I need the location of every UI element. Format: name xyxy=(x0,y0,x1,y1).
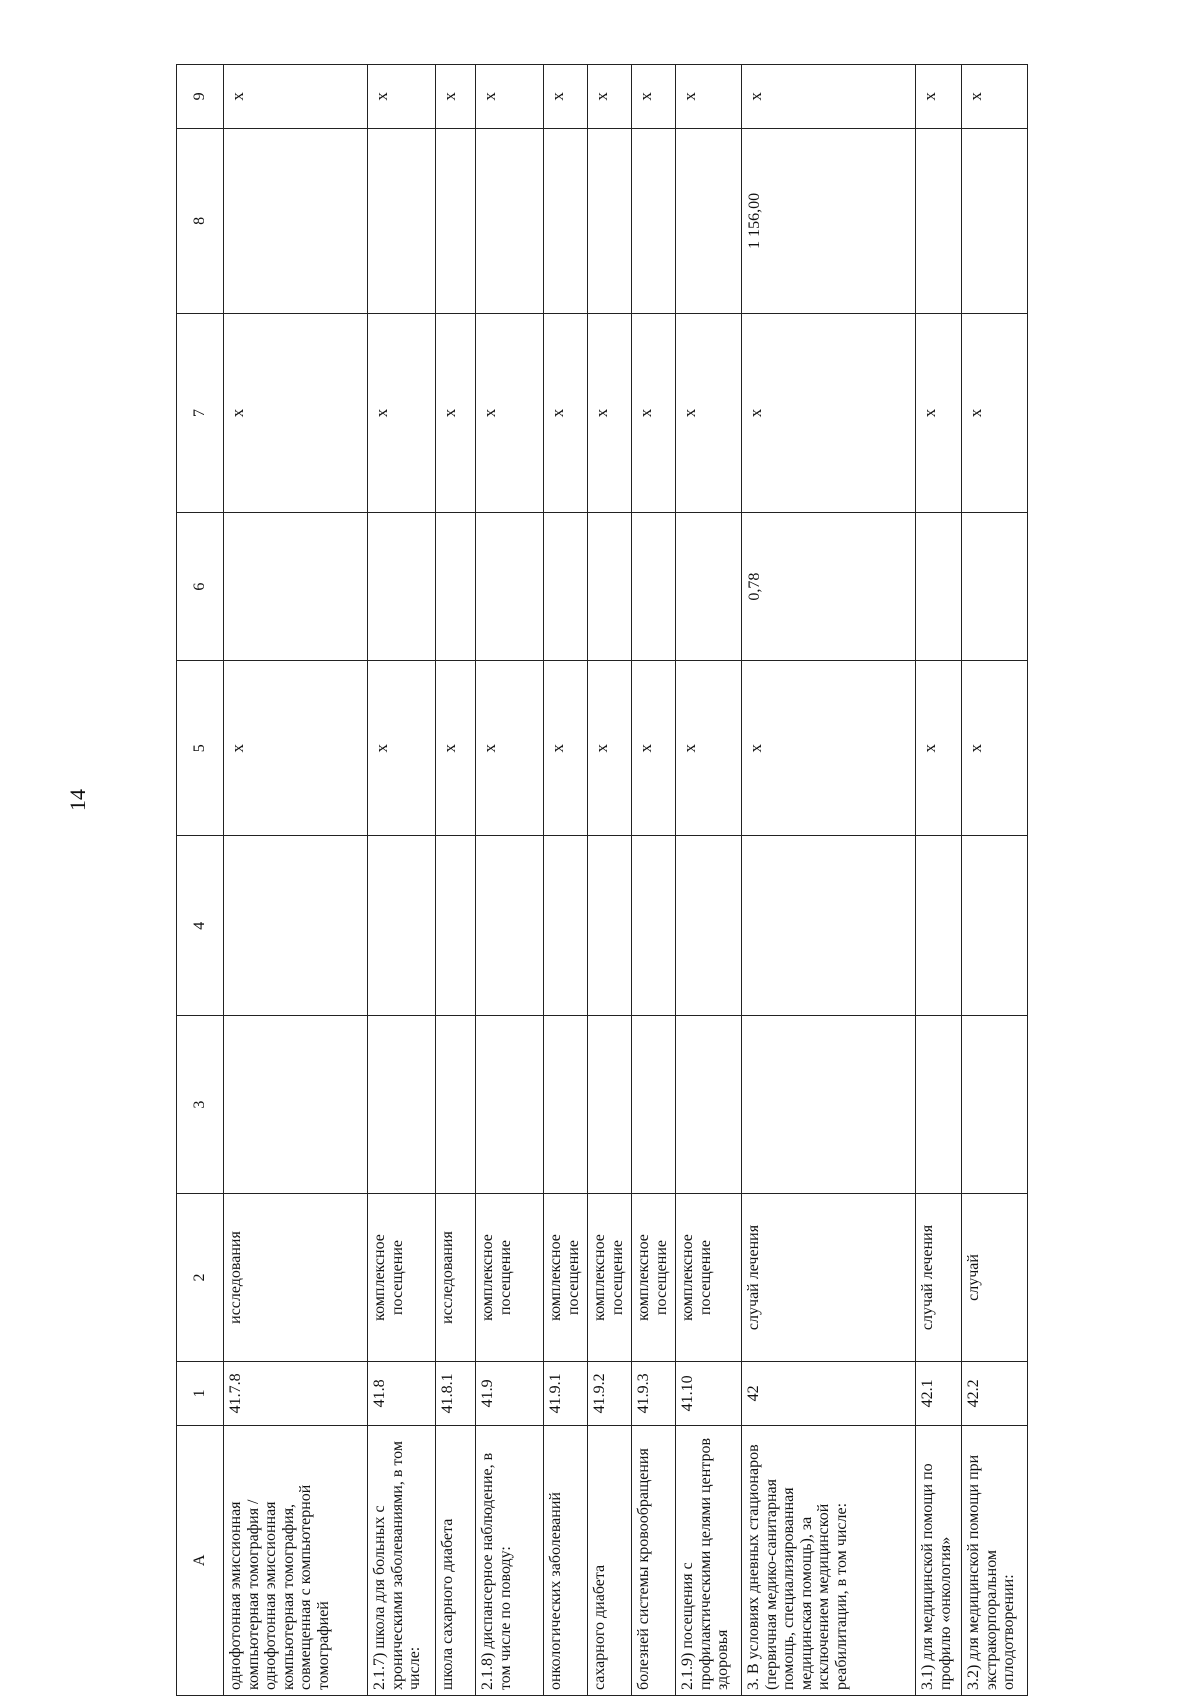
cell-col-7: x xyxy=(436,314,476,513)
row-unit: случай лечения xyxy=(916,1193,962,1361)
column-header-7: 7 xyxy=(177,314,224,513)
cell-col-5: x xyxy=(368,661,436,836)
rotated-table-sheet xyxy=(176,64,1040,1696)
cell-col-7: x xyxy=(368,314,436,513)
cell-col-4 xyxy=(476,836,544,1016)
table-row xyxy=(368,65,436,1696)
cell-col-9: x xyxy=(588,65,632,129)
table-row xyxy=(476,65,544,1696)
cell-col-7: x xyxy=(632,314,676,513)
table-row xyxy=(224,65,368,1696)
cell-col-3 xyxy=(742,1016,916,1194)
column-header-3: 3 xyxy=(177,1016,224,1194)
cell-col-3 xyxy=(476,1016,544,1194)
cell-col-6 xyxy=(224,512,368,660)
cell-col-7: x xyxy=(544,314,588,513)
cell-col-5: x xyxy=(962,661,1028,836)
cell-col-4 xyxy=(544,836,588,1016)
cell-col-8: 1 156,00 xyxy=(742,128,916,313)
table-row xyxy=(436,65,476,1696)
cell-col-6 xyxy=(436,512,476,660)
header-row xyxy=(177,65,224,1696)
row-label: 3.1) для медицинской помощи по профилю «онкология» xyxy=(916,1425,962,1695)
cell-col-6 xyxy=(476,512,544,660)
cell-col-4 xyxy=(588,836,632,1016)
cell-col-9: x xyxy=(742,65,916,129)
cell-col-5: x xyxy=(742,661,916,836)
cell-col-5: x xyxy=(544,661,588,836)
cell-col-3 xyxy=(544,1016,588,1194)
cell-col-8 xyxy=(436,128,476,313)
column-header-8: 8 xyxy=(177,128,224,313)
cell-col-3 xyxy=(916,1016,962,1194)
cell-col-9: x xyxy=(632,65,676,129)
cell-col-3 xyxy=(368,1016,436,1194)
row-unit: комплексное посещение xyxy=(476,1193,544,1361)
cell-col-9: x xyxy=(476,65,544,129)
table-row xyxy=(676,65,742,1696)
cell-col-9: x xyxy=(368,65,436,129)
row-unit: комплексное посещение xyxy=(368,1193,436,1361)
cell-col-6 xyxy=(676,512,742,660)
row-unit: комплексное посещение xyxy=(676,1193,742,1361)
cell-col-9: x xyxy=(436,65,476,129)
row-label: 2.1.8) диспансерное наблюдение, в том числе по поводу: xyxy=(476,1425,544,1695)
cell-col-5: x xyxy=(588,661,632,836)
row-code: 41.9.3 xyxy=(632,1362,676,1426)
cell-col-7: x xyxy=(916,314,962,513)
column-header-1: 1 xyxy=(177,1362,224,1426)
row-label: 3. В условиях дневных стационаров (первичная медико-санитарная помощь, специализированная медицинская помощь), за исключением медицинской реабилитации, в том числе: xyxy=(742,1425,916,1695)
row-code: 41.9 xyxy=(476,1362,544,1426)
cell-col-8 xyxy=(476,128,544,313)
row-unit: комплексное посещение xyxy=(544,1193,588,1361)
cell-col-8 xyxy=(916,128,962,313)
row-code: 41.8 xyxy=(368,1362,436,1426)
column-header-6: 6 xyxy=(177,512,224,660)
cell-col-6 xyxy=(588,512,632,660)
table-row xyxy=(742,65,916,1696)
row-label: школа сахарного диабета xyxy=(436,1425,476,1695)
table-row xyxy=(962,65,1028,1696)
tariff-table xyxy=(176,64,1028,1696)
cell-col-8 xyxy=(962,128,1028,313)
row-unit: случай xyxy=(962,1193,1028,1361)
row-label: сахарного диабета xyxy=(588,1425,632,1695)
cell-col-7: x xyxy=(962,314,1028,513)
row-unit: комплексное посещение xyxy=(632,1193,676,1361)
cell-col-8 xyxy=(224,128,368,313)
cell-col-3 xyxy=(436,1016,476,1194)
cell-col-7: x xyxy=(742,314,916,513)
cell-col-7: x xyxy=(224,314,368,513)
row-code: 41.8.1 xyxy=(436,1362,476,1426)
cell-col-4 xyxy=(436,836,476,1016)
cell-col-9: x xyxy=(962,65,1028,129)
row-unit: комплексное посещение xyxy=(588,1193,632,1361)
row-label: 2.1.9) посещения с профилактическими целями центров здоровья xyxy=(676,1425,742,1695)
cell-col-5: x xyxy=(676,661,742,836)
cell-col-5: x xyxy=(436,661,476,836)
row-code: 42 xyxy=(742,1362,916,1426)
row-code: 41.10 xyxy=(676,1362,742,1426)
cell-col-8 xyxy=(632,128,676,313)
cell-col-8 xyxy=(588,128,632,313)
row-label: 3.2) для медицинской помощи при экстракорпоральном оплодотворении: xyxy=(962,1425,1028,1695)
cell-col-9: x xyxy=(916,65,962,129)
row-code: 42.2 xyxy=(962,1362,1028,1426)
page-number: 14 xyxy=(65,789,90,811)
table-row xyxy=(632,65,676,1696)
table-row xyxy=(588,65,632,1696)
cell-col-4 xyxy=(916,836,962,1016)
cell-col-5: x xyxy=(632,661,676,836)
row-unit: исследования xyxy=(224,1193,368,1361)
cell-col-6 xyxy=(544,512,588,660)
cell-col-6 xyxy=(962,512,1028,660)
cell-col-3 xyxy=(224,1016,368,1194)
column-header-2: 2 xyxy=(177,1193,224,1361)
cell-col-4 xyxy=(742,836,916,1016)
cell-col-3 xyxy=(632,1016,676,1194)
row-code: 41.7.8 xyxy=(224,1362,368,1426)
row-code: 41.9.1 xyxy=(544,1362,588,1426)
cell-col-6 xyxy=(368,512,436,660)
row-code: 42.1 xyxy=(916,1362,962,1426)
table-row xyxy=(544,65,588,1696)
row-label: 2.1.7) школа для больных с хроническими заболеваниями, в том числе: xyxy=(368,1425,436,1695)
row-code: 41.9.2 xyxy=(588,1362,632,1426)
cell-col-5: x xyxy=(476,661,544,836)
row-unit: исследования xyxy=(436,1193,476,1361)
cell-col-6 xyxy=(632,512,676,660)
cell-col-3 xyxy=(962,1016,1028,1194)
cell-col-6 xyxy=(916,512,962,660)
row-label: болезней системы кровообращения xyxy=(632,1425,676,1695)
cell-col-9: x xyxy=(676,65,742,129)
column-header-5: 5 xyxy=(177,661,224,836)
cell-col-4 xyxy=(224,836,368,1016)
cell-col-6: 0,78 xyxy=(742,512,916,660)
cell-col-3 xyxy=(676,1016,742,1194)
cell-col-9: x xyxy=(544,65,588,129)
row-label: онкологических заболеваний xyxy=(544,1425,588,1695)
row-unit: случай лечения xyxy=(742,1193,916,1361)
cell-col-4 xyxy=(632,836,676,1016)
column-header-a: A xyxy=(177,1425,224,1695)
cell-col-9: x xyxy=(224,65,368,129)
table-row xyxy=(916,65,962,1696)
cell-col-8 xyxy=(544,128,588,313)
column-header-9: 9 xyxy=(177,65,224,129)
cell-col-4 xyxy=(962,836,1028,1016)
column-header-4: 4 xyxy=(177,836,224,1016)
cell-col-4 xyxy=(676,836,742,1016)
cell-col-7: x xyxy=(476,314,544,513)
cell-col-8 xyxy=(676,128,742,313)
cell-col-4 xyxy=(368,836,436,1016)
cell-col-3 xyxy=(588,1016,632,1194)
cell-col-7: x xyxy=(676,314,742,513)
cell-col-5: x xyxy=(916,661,962,836)
cell-col-8 xyxy=(368,128,436,313)
cell-col-5: x xyxy=(224,661,368,836)
row-label: однофотонная эмиссионная компьютерная томография / однофотонная эмиссионная компьютерная томография, совмещенная с компьютерной томографией xyxy=(224,1425,368,1695)
cell-col-7: x xyxy=(588,314,632,513)
